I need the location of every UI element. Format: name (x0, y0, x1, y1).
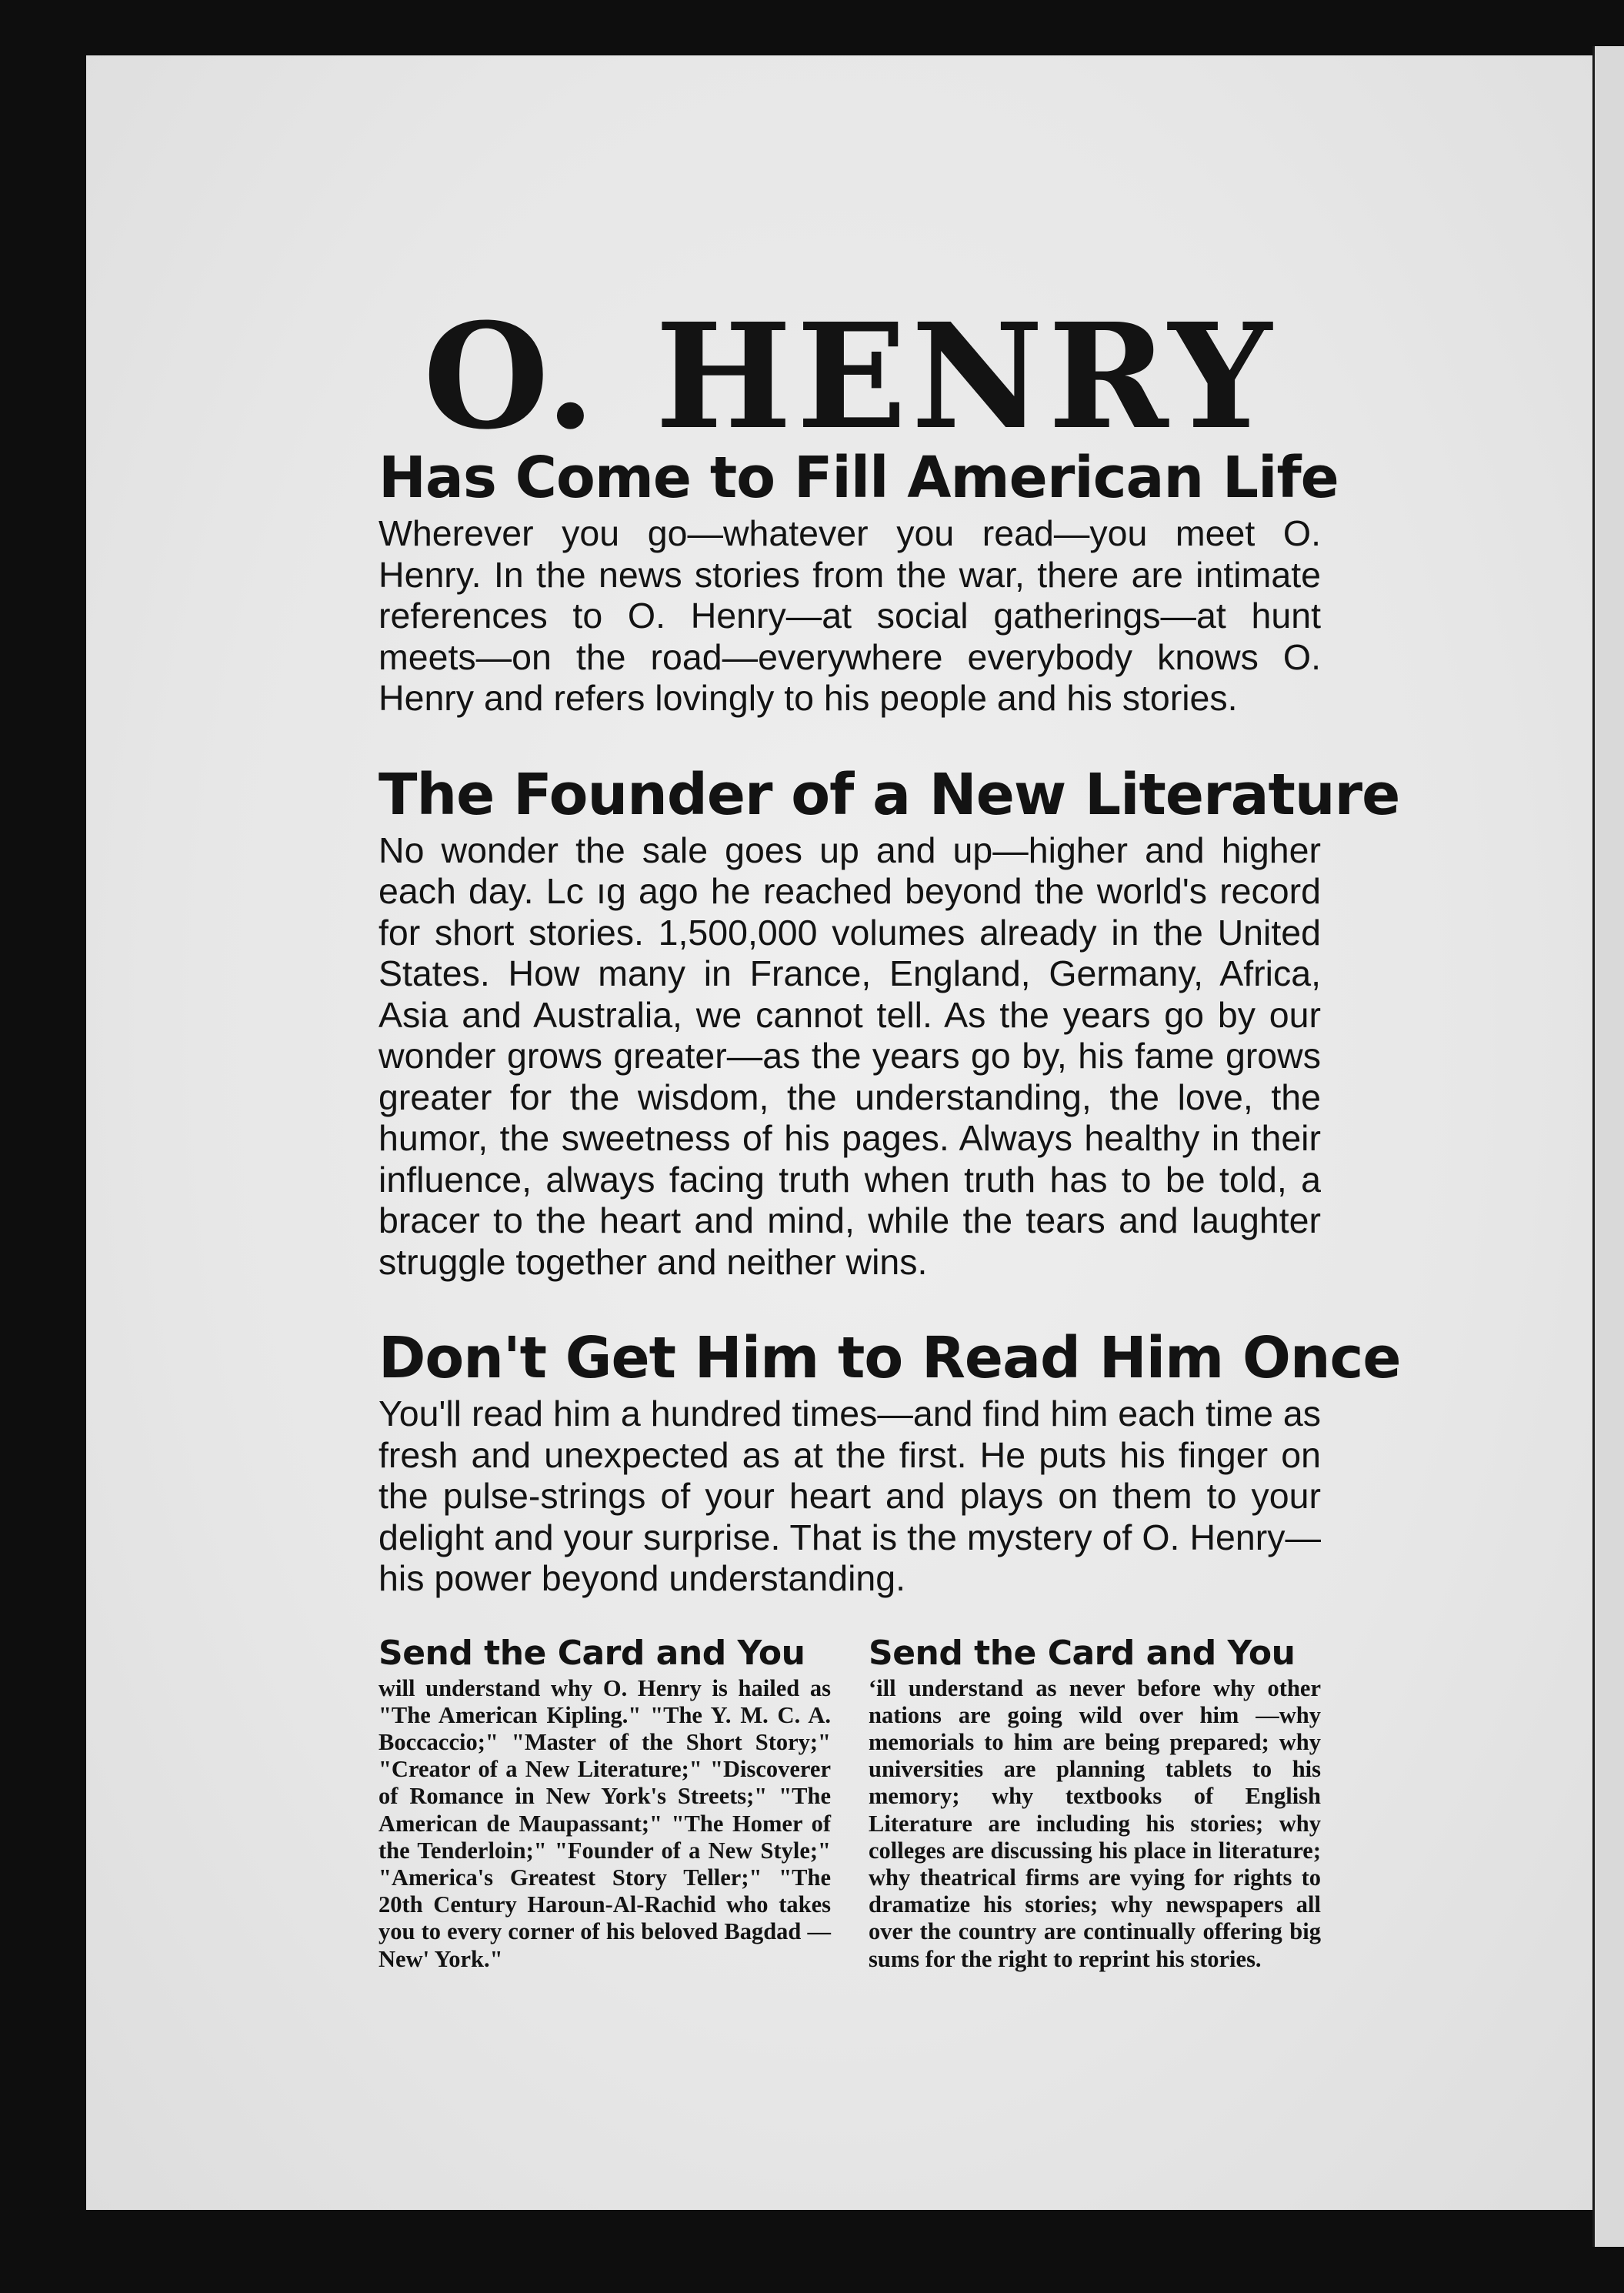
section-heading-founder: The Founder of a New Literature (378, 761, 1400, 828)
right-column-heading: Send the Card and You (869, 1633, 1296, 1673)
adjacent-page-edge (1592, 46, 1624, 2247)
right-column-body: ʻill understand as never before why other nations are going wild over him —why memorials to him are being prepared; why universities are planning tablets to his memory; why textbooks of English Literature are including his stories; why colleges are discussing his place in literature; why theatrical firms are vying for rights to dramatize his stories; why newspapers all over the country are continually offering big sums for the right to reprint his stories. (869, 1674, 1321, 1972)
left-column-body: will understand why O. Henry is hailed as "The American Kipling." "The Y. M. C. A. Boccaccio;" "Master of the Short Story;" "Creator of a New Literature;" "Discoverer of Romance in New York's Streets;" "The American de Maupassant;" "The Homer of the Tenderloin;" "Founder of a New Style;" "America's Greatest Story Teller;" "The 20th Century Haroun-Al-Rachid who takes you to every corner of his beloved Bagdad —New' York." (378, 1674, 831, 1972)
left-column (378, 1632, 831, 1973)
two-column-section (378, 1632, 1321, 1973)
ad-subtitle: Has Come to Fill American Life (378, 445, 1339, 511)
ad-title: O. HENRY (422, 292, 1277, 462)
right-column (869, 1632, 1321, 1973)
founder-paragraph: No wonder the sale goes up and up—higher and higher each day. Lc ıg ago he reached beyond the world's record for short stories. 1,500,000 volumes already in the United States. How many in France, England, Germany, Africa, Asia and Australia, we cannot tell. As the years go by our wonder grows greater—as the years go by, his fame grows greater for the wisdom, the understanding, the love, the humor, the sweetness of his pages. Always healthy in their influence, always facing truth when truth has to be told, a bracer to the heart and mind, while the tears and laughter struggle together and neither wins. (378, 829, 1321, 1282)
section-heading-read-once: Don't Get Him to Read Him Once (378, 1325, 1401, 1391)
read-once-paragraph: You'll read him a hundred times—and find him each time as fresh and unexpected as at the first. He puts his finger on the pulse-strings of your heart and plays on them to your delight and your surprise. That is the mystery of O. Henry—his power beyond understanding. (378, 1393, 1321, 1598)
left-column-heading: Send the Card and You (378, 1633, 805, 1673)
intro-paragraph: Wherever you go—whatever you read—you meet O. Henry. In the news stories from the war, there are intimate references to O. Henry—at social gatherings—at hunt meets—on the road—everywhere everybody knows O. Henry and refers lovingly to his people and his stories. (378, 513, 1321, 718)
advertisement (378, 292, 1401, 1973)
